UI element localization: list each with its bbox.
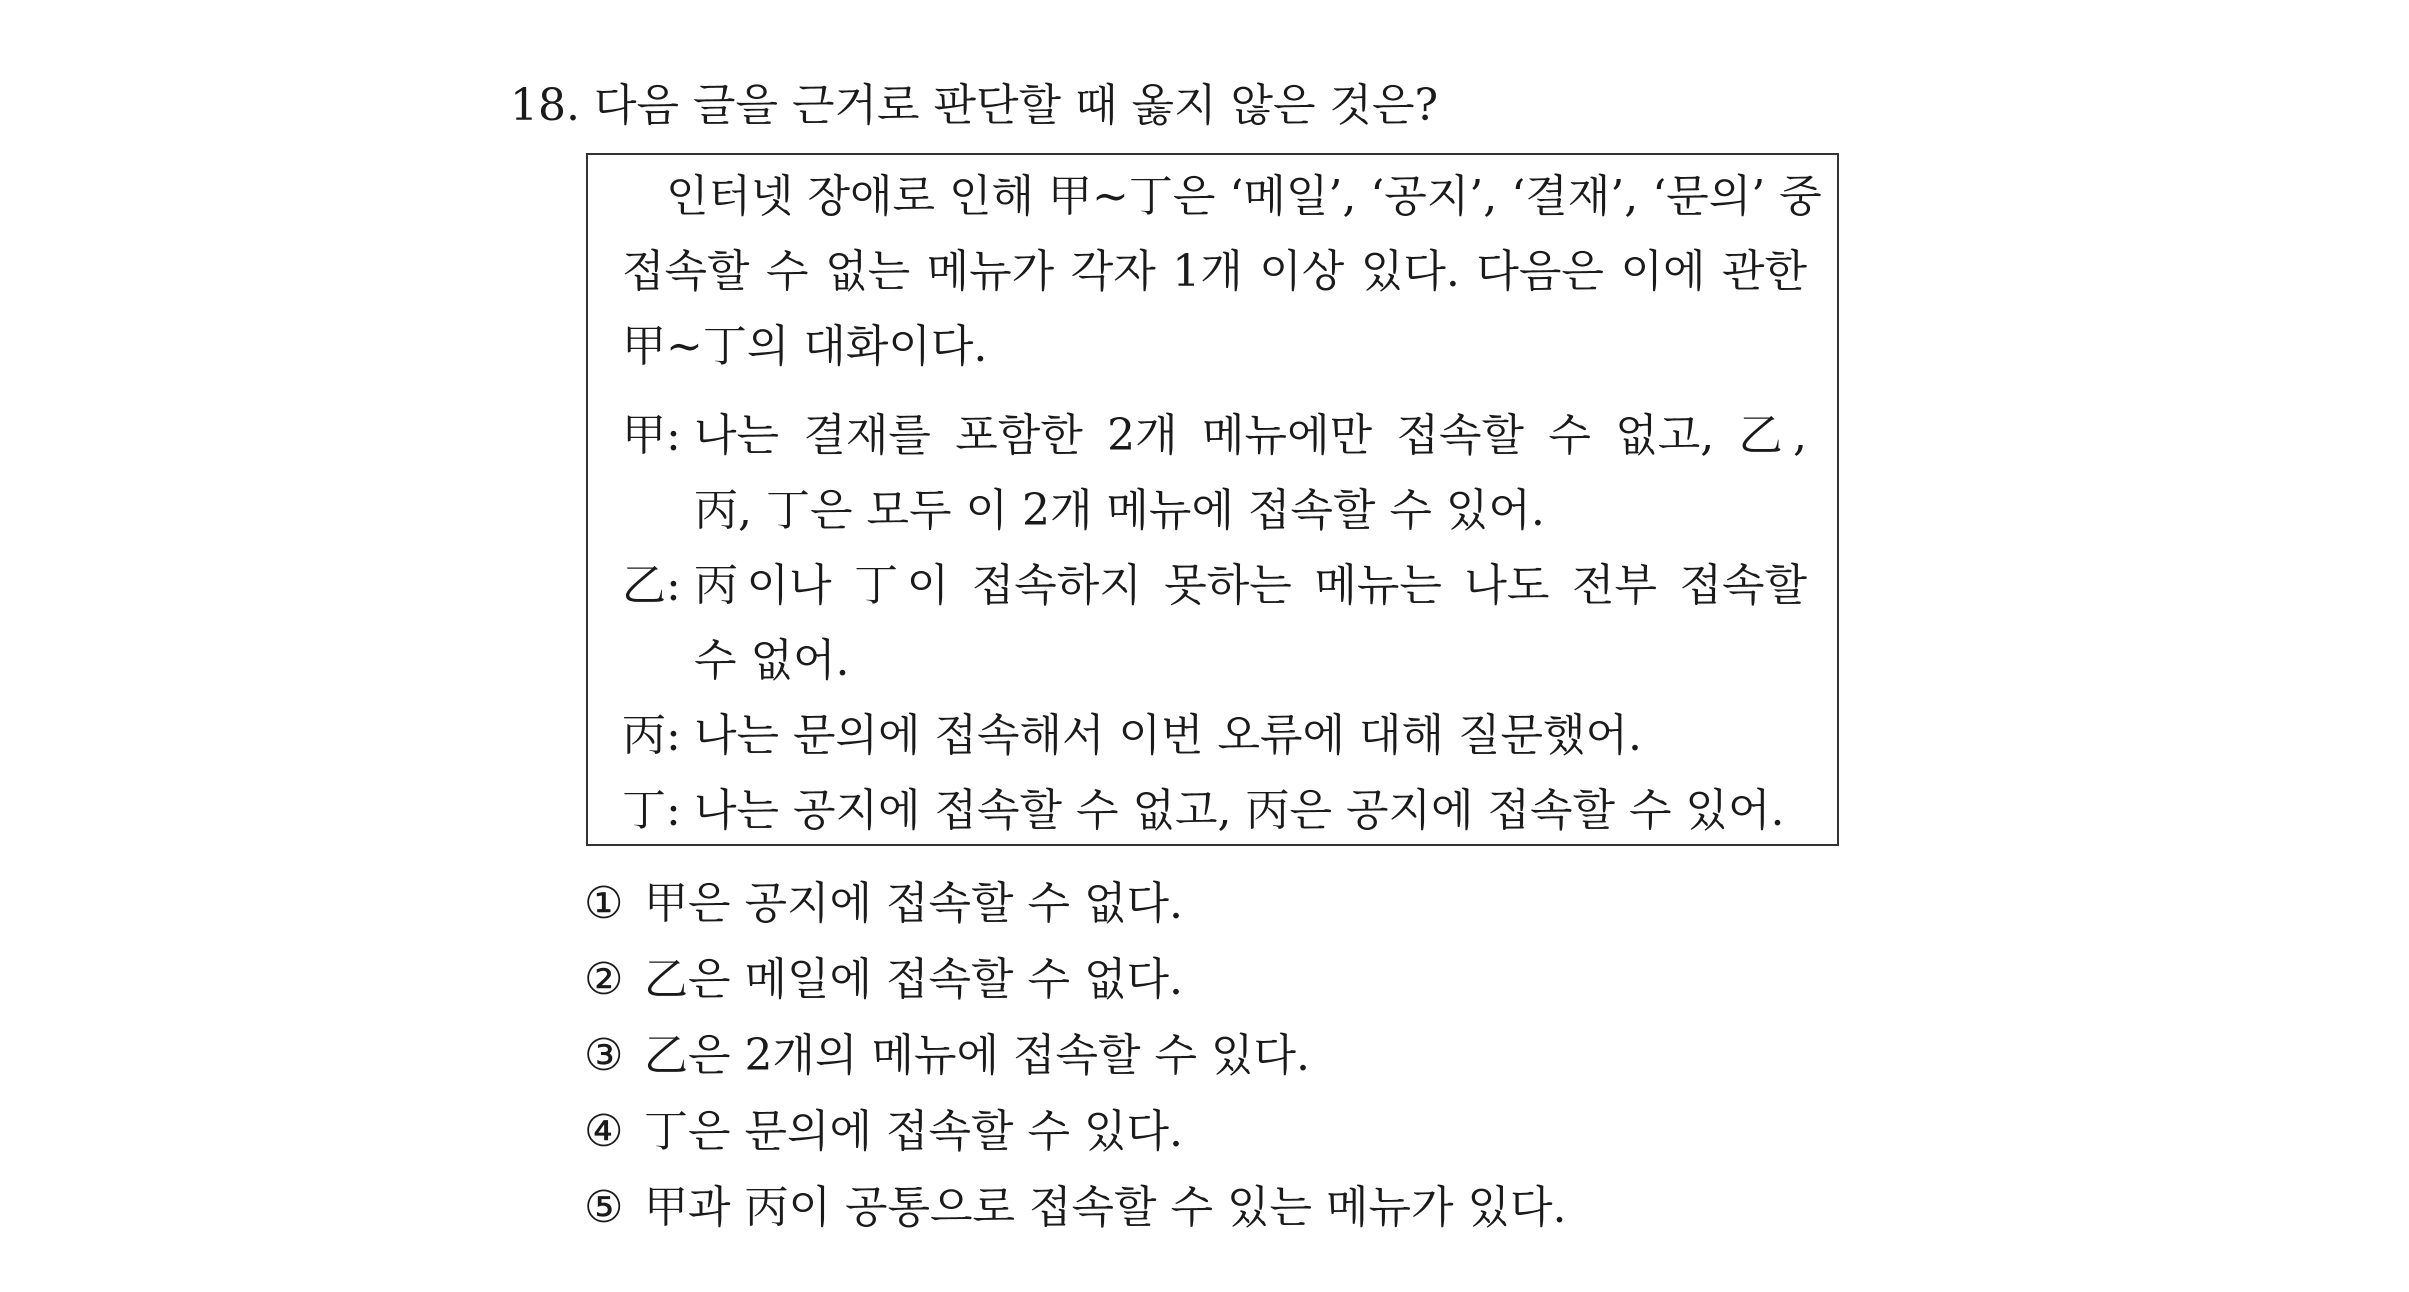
option-2[interactable] xyxy=(584,950,1566,1026)
passage-line: 인터넷 장애로 인해 甲~丁은 ‘메일’, ‘공지’, ‘결재’, ‘문의’ 중 xyxy=(666,171,1822,222)
option-1[interactable] xyxy=(584,874,1566,950)
passage-line: 접속할 수 없는 메뉴가 각자 1개 이상 있다. 다음은 이에 관한 xyxy=(622,246,1807,297)
option-mark: ③ xyxy=(584,1030,624,1081)
dialogue-line: 丙, 丁은 모두 이 2개 메뉴에 접속할 수 있어. xyxy=(694,485,1545,536)
option-3[interactable] xyxy=(584,1026,1566,1102)
question-header xyxy=(510,76,1438,136)
option-text: 甲과 丙이 공통으로 접속할 수 있는 메뉴가 있다. xyxy=(644,1182,1567,1233)
dialogue-line: 수 없어. xyxy=(694,635,850,686)
dialogue-line: 나는 공지에 접속할 수 없고, 丙은 공지에 접속할 수 있어. xyxy=(694,785,1785,836)
answer-options xyxy=(584,874,1566,1254)
option-text: 甲은 공지에 접속할 수 없다. xyxy=(644,878,1183,929)
option-mark: ⑤ xyxy=(584,1182,624,1233)
option-text: 乙은 메일에 접속할 수 없다. xyxy=(644,954,1183,1005)
dialogue-line: 나는 결재를 포함한 2개 메뉴에만 접속할 수 없고, 乙, xyxy=(694,410,1807,461)
option-text: 乙은 2개의 메뉴에 접속할 수 있다. xyxy=(644,1030,1310,1081)
speaker-label: 丁: xyxy=(622,785,681,836)
question-number: 18. xyxy=(510,80,580,131)
speaker-label: 丙: xyxy=(622,710,681,761)
dialogue-line: 丙이나 丁이 접속하지 못하는 메뉴는 나도 전부 접속할 xyxy=(694,560,1807,611)
option-4[interactable] xyxy=(584,1102,1566,1178)
option-mark: ② xyxy=(584,954,624,1005)
speaker-label: 乙: xyxy=(622,560,681,611)
option-mark: ① xyxy=(584,878,624,929)
question-stem: 다음 글을 근거로 판단할 때 옳지 않은 것은? xyxy=(593,80,1439,131)
passage-box xyxy=(586,153,1839,846)
option-mark: ④ xyxy=(584,1106,624,1157)
dialogue-line: 나는 문의에 접속해서 이번 오류에 대해 질문했어. xyxy=(694,710,1642,761)
option-5[interactable] xyxy=(584,1178,1566,1254)
option-text: 丁은 문의에 접속할 수 있다. xyxy=(644,1106,1183,1157)
passage-line: 甲~丁의 대화이다. xyxy=(622,321,988,372)
speaker-label: 甲: xyxy=(622,410,681,461)
